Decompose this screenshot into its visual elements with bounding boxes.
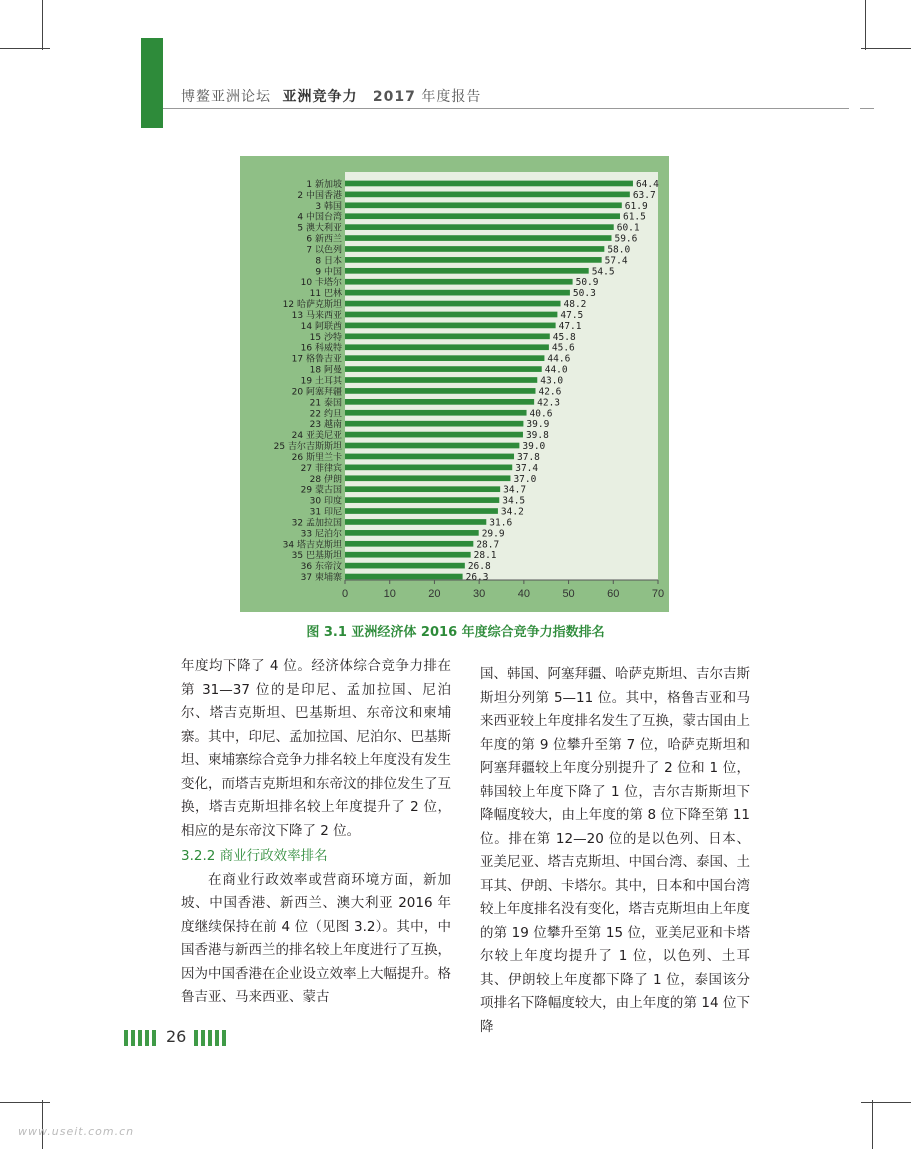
bar: [345, 268, 589, 274]
value-label: 26.3: [465, 572, 489, 584]
bar: [345, 235, 611, 241]
bar: [345, 530, 479, 536]
category-label: 11 巴林: [309, 289, 342, 300]
category-label: 24 亚美尼亚: [291, 431, 342, 442]
category-label: 34 塔吉克斯坦: [282, 540, 342, 551]
x-tick-label: 0: [341, 588, 349, 600]
value-label: 61.5: [622, 211, 646, 223]
bar: [345, 246, 604, 252]
category-label: 32 孟加拉国: [291, 518, 342, 529]
category-label: 15 沙特: [309, 332, 342, 343]
value-label: 58.0: [607, 244, 631, 256]
bar: [345, 421, 523, 427]
bar: [345, 333, 550, 339]
header-dash: [860, 108, 874, 109]
bar: [345, 443, 519, 449]
value-label: 28.7: [476, 539, 500, 551]
value-label: 60.1: [616, 222, 640, 234]
bar: [345, 355, 544, 361]
section-title: 3.2.2 商业行政效率排名: [181, 848, 328, 864]
bar: [345, 344, 549, 350]
value-label: 31.6: [489, 517, 513, 529]
value-label: 37.0: [513, 473, 537, 485]
value-label: 59.6: [614, 233, 638, 245]
bar: [345, 366, 542, 372]
value-label: 44.0: [544, 364, 568, 376]
bar: [345, 519, 486, 525]
category-label: 9 中国: [315, 267, 342, 278]
category-label: 2 中国香港: [297, 190, 342, 201]
text-column-right: [480, 663, 750, 1039]
paragraph: 在商业行政效率或营商环境方面，新加坡、中国香港、新西兰、澳大利亚 2016 年度继续保持在前 4 位（见图 3.2）。其中，中国香港与新西兰的排名较上年度进行了互换，因为中国香港在企业设立效率上大幅提升。格鲁吉亚、马来西亚、蒙古: [181, 871, 451, 1005]
bar: [345, 301, 561, 307]
page-stripes-right: [194, 1030, 226, 1046]
x-tick-label: 30: [473, 588, 486, 600]
header-year: 2017: [372, 89, 416, 105]
value-label: 43.0: [540, 375, 564, 387]
header-report: 年度报告: [421, 89, 482, 105]
bar: [345, 377, 537, 383]
bar: [345, 399, 534, 405]
value-label: 39.9: [526, 419, 550, 431]
value-label: 44.6: [547, 353, 571, 365]
category-label: 21 泰国: [309, 398, 342, 409]
bar: [345, 454, 514, 460]
category-label: 1 新加坡: [306, 179, 342, 190]
value-label: 48.2: [563, 299, 587, 311]
category-label: 20 阿塞拜疆: [291, 387, 342, 398]
category-label: 27 菲律宾: [300, 463, 342, 474]
category-label: 35 巴基斯坦: [291, 551, 342, 562]
bar: [345, 475, 510, 481]
page-number: 26: [166, 1027, 187, 1046]
bar: [345, 410, 527, 416]
category-label: 26 斯里兰卡: [291, 452, 342, 463]
value-label: 34.5: [502, 495, 526, 507]
header-accent-bar: [141, 38, 163, 128]
bar: [345, 213, 620, 219]
value-label: 37.4: [515, 462, 539, 474]
value-label: 26.8: [467, 561, 491, 573]
category-label: 4 中国台湾: [297, 212, 342, 223]
bar: [345, 388, 535, 394]
bar: [345, 574, 463, 580]
value-label: 64.4: [635, 178, 659, 190]
category-label: 8 日本: [315, 256, 342, 267]
watermark: www.useit.com.cn: [18, 1125, 135, 1138]
bar: [345, 279, 573, 285]
category-label: 14 阿联酋: [300, 321, 342, 332]
crop-mark: [0, 1102, 50, 1103]
x-tick-label: 10: [383, 588, 396, 600]
bar: [345, 290, 570, 296]
value-label: 39.8: [525, 430, 549, 442]
value-label: 29.9: [481, 528, 505, 540]
bar: [345, 257, 602, 263]
bar: [345, 486, 500, 492]
category-label: 6 新西兰: [306, 234, 342, 245]
value-label: 40.6: [529, 408, 553, 420]
value-label: 47.5: [560, 309, 584, 321]
x-tick-label: 50: [562, 588, 575, 600]
running-header: [181, 86, 481, 106]
category-label: 28 伊朗: [309, 474, 342, 485]
header-rule: [163, 108, 849, 109]
bar: [345, 202, 622, 208]
paragraph: 国、韩国、阿塞拜疆、哈萨克斯坦、吉尔吉斯斯坦分列第 5—11 位。其中，格鲁吉亚和马来西亚较上年度排名发生了互换，蒙古国由上年度的第 9 位攀升至第 7 位，哈萨克斯坦和阿塞拜疆较上年度分别提升了 2 位和 1 位，韩国较上年度下降了 1 位，吉尔吉斯斯坦下降幅度较大，由上年度的第 8 位下降至第 11 位。排在第 12—20 位的是以色列、日本、亚美尼亚、塔吉克斯坦、中国台湾、泰国、土耳其、伊朗、卡塔尔。其中，日本和中国台湾较上年度排名没有变化，塔吉克斯坦由上年度的第 19 位攀升至第 15 位，亚美尼亚和卡塔尔较上年度均提升了 1 位，以色列、土耳其、伊朗较上年度都下降了 1 位，泰国该分项排名下降幅度较大，由上年度的第 14 位下降: [480, 666, 750, 1035]
bar: [345, 224, 614, 230]
header-forum: 博鳌亚洲论坛: [181, 89, 271, 105]
category-label: 31 印尼: [309, 507, 342, 518]
category-label: 3 韩国: [315, 201, 342, 212]
value-label: 45.8: [552, 331, 576, 343]
category-label: 12 哈萨克斯坦: [282, 300, 342, 311]
value-label: 45.6: [551, 342, 575, 354]
crop-mark: [0, 48, 50, 49]
bar: [345, 312, 557, 318]
category-label: 19 土耳其: [300, 376, 342, 387]
bar-chart: [240, 156, 669, 612]
category-label: 33 尼泊尔: [300, 529, 342, 540]
category-label: 22 约旦: [309, 409, 342, 420]
text-column-left: [181, 655, 451, 1010]
category-label: 7 以色列: [306, 245, 342, 256]
bar: [345, 541, 473, 547]
bar: [345, 432, 523, 438]
value-label: 34.7: [503, 484, 527, 496]
value-label: 54.5: [591, 266, 615, 278]
category-label: 5 澳大利亚: [297, 223, 342, 234]
bar: [345, 181, 633, 187]
bar: [345, 552, 471, 558]
bar: [345, 497, 499, 503]
category-label: 18 阿曼: [309, 365, 342, 376]
bar: [345, 323, 556, 329]
category-label: 29 蒙古国: [300, 485, 342, 496]
crop-mark: [865, 0, 866, 50]
x-tick-label: 70: [651, 588, 665, 600]
category-label: 17 格鲁吉亚: [291, 354, 342, 365]
value-label: 63.7: [632, 189, 656, 201]
value-label: 61.9: [624, 200, 648, 212]
bar: [345, 465, 512, 471]
value-label: 28.1: [473, 550, 497, 562]
value-label: 57.4: [604, 255, 628, 267]
paragraph: 年度均下降了 4 位。经济体综合竞争力排在第 31—37 位的是印尼、孟加拉国、尼泊尔、塔吉克斯坦、巴基斯坦、东帝汶和柬埔寨。其中，印尼、孟加拉国、尼泊尔、巴基斯坦、柬埔寨综合竞争力排名较上年度没有发生变化，而塔吉克斯坦和东帝汶的排位发生了互换，塔吉克斯坦排名较上年度提升了 2 位，相应的是东帝汶下降了 2 位。: [181, 658, 451, 839]
bar: [345, 563, 465, 569]
category-label: 25 吉尔吉斯斯坦: [273, 442, 342, 453]
value-label: 50.3: [572, 288, 596, 300]
bar: [345, 192, 630, 198]
value-label: 37.8: [517, 451, 540, 463]
value-label: 34.2: [500, 506, 524, 518]
value-label: 42.6: [538, 386, 562, 398]
bar: [345, 508, 498, 514]
figure-caption: 图 3.1 亚洲经济体 2016 年度综合竞争力指数排名: [306, 625, 605, 640]
header-title: 亚洲竞争力: [282, 89, 358, 105]
value-label: 50.9: [575, 277, 599, 289]
x-tick-label: 40: [517, 588, 530, 600]
category-label: 13 马来西亚: [291, 310, 342, 321]
crop-mark: [872, 1100, 873, 1149]
crop-mark: [42, 0, 43, 50]
value-label: 42.3: [537, 397, 561, 409]
crop-mark: [861, 1102, 911, 1103]
value-label: 39.0: [522, 441, 546, 453]
page-stripes-left: [124, 1030, 156, 1046]
category-label: 10 卡塔尔: [300, 278, 342, 289]
category-label: 37 柬埔寨: [300, 573, 342, 584]
chart-frame: [240, 156, 669, 612]
crop-mark: [861, 48, 911, 49]
category-label: 23 越南: [309, 420, 342, 431]
category-label: 30 印度: [309, 496, 342, 507]
x-tick-label: 60: [607, 588, 620, 600]
x-tick-label: 20: [428, 588, 441, 600]
category-label: 16 科威特: [300, 343, 342, 354]
value-label: 47.1: [558, 320, 582, 332]
category-label: 36 东帝汶: [300, 562, 342, 573]
